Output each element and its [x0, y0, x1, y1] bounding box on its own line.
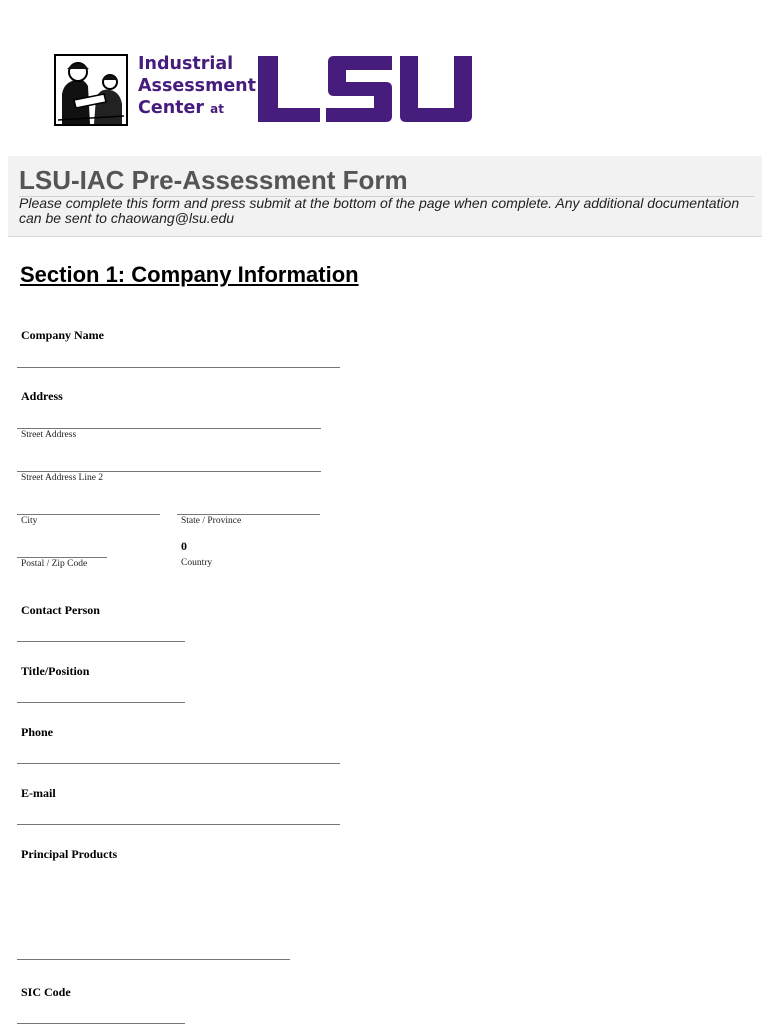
form-header	[8, 156, 762, 237]
principal-products-textarea[interactable]	[17, 866, 290, 960]
address-label: Address	[21, 389, 63, 403]
contact-person-label: Contact Person	[21, 603, 100, 617]
state-province-input[interactable]	[177, 494, 320, 515]
company-name-input[interactable]	[17, 347, 340, 368]
city-input[interactable]	[17, 494, 160, 515]
city-sublabel: City	[21, 516, 38, 526]
email-input[interactable]	[17, 804, 340, 825]
street-address-line2-input[interactable]	[17, 451, 321, 472]
company-name-label: Company Name	[21, 328, 104, 342]
contact-person-input[interactable]	[17, 621, 185, 642]
street-address-sublabel: Street Address	[21, 430, 77, 440]
country-select[interactable]: 0	[181, 539, 187, 553]
title-position-label: Title/Position	[21, 664, 90, 678]
logo-line-3: Center at	[138, 98, 224, 118]
logo-line-2: Assessment	[138, 76, 257, 96]
workers-illustration-icon	[54, 54, 128, 126]
street-address-line2-sublabel: Street Address Line 2	[21, 473, 104, 483]
section-title: Section 1: Company Information	[20, 262, 359, 287]
phone-label: Phone	[21, 725, 54, 739]
sic-code-input[interactable]	[17, 1003, 185, 1024]
sic-code-label: SIC Code	[21, 985, 71, 999]
state-province-sublabel: State / Province	[181, 516, 242, 526]
page-title: LSU-IAC Pre-Assessment Form	[19, 165, 408, 195]
header-logo	[0, 0, 770, 150]
phone-input[interactable]	[17, 743, 340, 764]
postal-code-sublabel: Postal / Zip Code	[21, 559, 88, 569]
logo-text	[138, 53, 256, 120]
street-address-input[interactable]	[17, 408, 321, 429]
lsu-logo-icon	[258, 56, 474, 124]
email-label: E-mail	[21, 786, 56, 800]
postal-code-input[interactable]	[17, 537, 107, 558]
logo-line-1: Industrial	[138, 54, 234, 74]
form-description: Please complete this form and press submit at the bottom of the page when complete. Any additional documentation can be sent to chaowang@lsu.edu	[19, 195, 740, 226]
principal-products-label: Principal Products	[21, 847, 118, 861]
title-position-input[interactable]	[17, 682, 185, 703]
country-sublabel: Country	[181, 558, 213, 568]
